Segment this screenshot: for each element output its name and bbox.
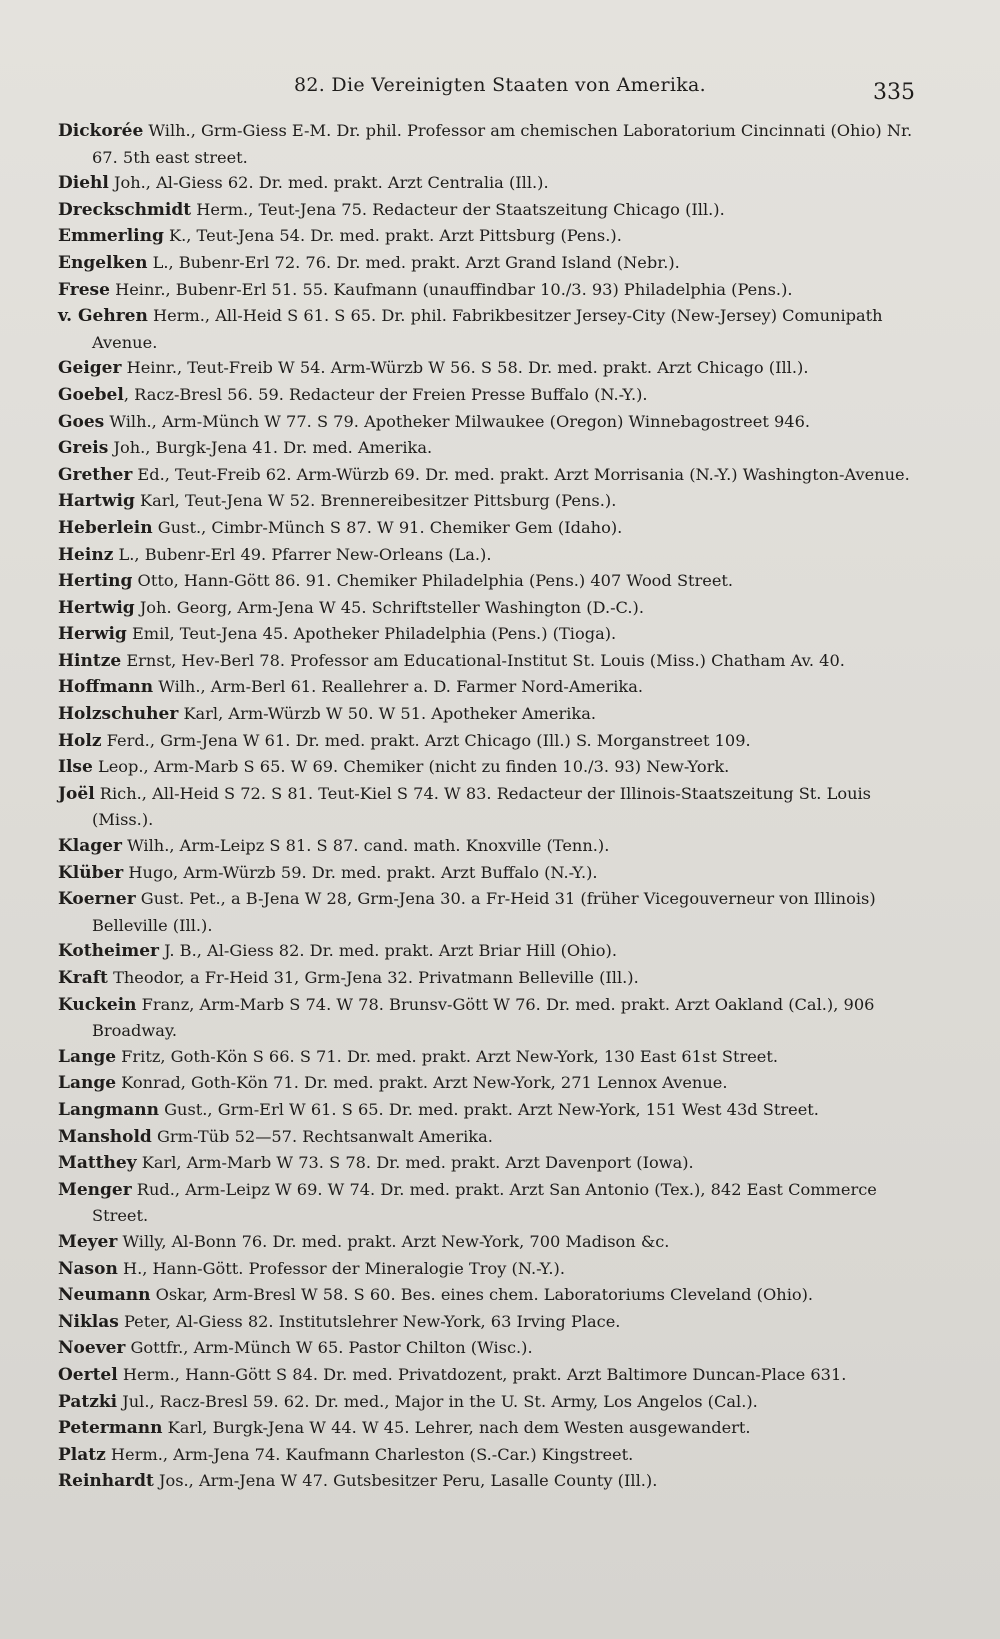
entry-name: Neumann [58,1285,151,1306]
entry-name: Koerner [58,889,136,910]
entry-name: Menger [58,1179,132,1200]
entry-text: Joh., Burgk-Jena 41. Dr. med. Amerika. [108,438,433,458]
entry-text: Otto, Hann-Gött 86. 91. Chemiker Philadelphia (Pens.) 407 Wood Street. [132,571,734,591]
entry-text: Herm., Teut-Jena 75. Redacteur der Staatszeitung Chicago (Ill.). [191,199,725,219]
entry-name: Hartwig [58,491,135,512]
list-item [58,1150,913,1177]
entry-text: Willy, Al-Bonn 76. Dr. med. prakt. Arzt New-York, 700 Madison &c. [117,1231,670,1251]
list-item [58,1256,913,1283]
entry-text: Leop., Arm-Marb S 65. W 69. Chemiker (nicht zu finden 10./3. 93) New-York. [92,757,730,777]
list-item [58,1415,913,1442]
entry-name: Holzschuher [58,704,179,725]
entry-name: Greis [58,438,109,459]
entry-name: Matthey [58,1153,137,1174]
entry-text: Jos., Arm-Jena W 47. Gutsbesitzer Peru, Lasalle County (Ill.). [153,1471,658,1491]
list-item [58,250,913,277]
entry-text: Theodor, a Fr-Heid 31, Grm-Jena 32. Privatmann Belleville (Ill.). [107,968,639,987]
entry-name: Herwig [58,624,127,645]
list-item [58,277,913,304]
list-item [58,1044,913,1071]
entry-text: Heinr., Bubenr-Erl 51. 55. Kaufmann (unauffindbar 10./3. 93) Philadelphia (Pens.). [109,279,793,299]
list-item [58,992,913,1044]
list-item [58,1309,913,1336]
entry-name: Klager [58,836,122,857]
entry-text: Karl, Teut-Jena W 52. Brennereibesitzer Pittsburg (Pens.). [134,491,617,511]
list-item [58,118,913,170]
entry-text: Rich., All-Heid S 72. S 81. Teut-Kiel S 74. W 83. Redacteur der Illinois-Staatszeitung St. Louis (Miss.). [92,783,871,830]
entry-text: Joh., Al-Giess 62. Dr. med. prakt. Arzt Centralia (Ill.). [108,173,549,193]
entry-name: Hoffmann [58,677,154,698]
entry-name: Goebel [58,384,124,405]
entry-name: v. Gehren [58,306,148,327]
entry-text: Herm., All-Heid S 61. S 65. Dr. phil. Fabrikbesitzer Jersey-City (New-Jersey) Comunipath Avenue. [92,306,883,352]
list-item [58,833,913,860]
entry-name: Ilse [58,757,93,778]
entry-text: Gust., Grm-Erl W 61. S 65. Dr. med. prakt. Arzt New-York, 151 West 43d Street. [158,1099,819,1119]
entry-name: Heberlein [58,517,153,538]
entry-name: Goes [58,411,105,432]
list-item [58,595,913,622]
entry-name: Frese [58,279,110,300]
list-item [58,303,913,355]
entry-name: Klüber [58,862,124,883]
list-item [58,435,913,462]
entry-name: Herting [58,571,133,592]
list-item [58,197,913,224]
entry-text: Karl, Burgk-Jena W 44. W 45. Lehrer, nach dem Westen ausgewandert. [162,1418,751,1438]
entry-name: Petermann [58,1418,163,1439]
list-item [58,886,913,938]
list-item [58,1177,913,1229]
entry-name: Joël [58,783,95,804]
entry-text: Wilh., Arm-Leipz S 81. S 87. cand. math. Knoxville (Tenn.). [121,836,610,856]
entry-name: Diehl [58,173,109,194]
entry-name: Hertwig [58,597,135,618]
entry-text: Hugo, Arm-Würzb 59. Dr. med. prakt. Arzt Buffalo (N.-Y.). [123,862,598,882]
list-item [58,568,913,595]
entry-name: Niklas [58,1311,119,1332]
entry-name: Emmerling [58,226,164,247]
entry-name: Platz [58,1444,106,1465]
list-item [58,355,913,382]
list-item [58,1124,913,1151]
entry-name: Patzki [58,1391,118,1412]
list-item [58,1097,913,1124]
entry-name: Kuckein [58,994,137,1015]
entry-text: Grm-Tüb 52—57. Rechtsanwalt Amerika. [151,1126,493,1146]
entry-text: Herm., Arm-Jena 74. Kaufmann Charleston (S.-Car.) Kingstreet. [105,1444,634,1464]
running-title: 82. Die Vereinigten Staaten von Amerika. [293,74,707,96]
entry-text: H., Hann-Gött. Professor der Mineralogie Troy (N.-Y.). [117,1258,565,1278]
entry-name: Langmann [58,1099,159,1120]
entry-text: Rud., Arm-Leipz W 69. W 74. Dr. med. prakt. Arzt San Antonio (Tex.), 842 East Commerce Street. [92,1179,877,1226]
entry-name: Lange [58,1046,117,1067]
list-item [58,1468,913,1495]
entry-name: Meyer [58,1231,118,1252]
list-item [58,701,913,728]
list-item [58,1389,913,1416]
list-item [58,488,913,515]
entry-text: Wilh., Arm-Berl 61. Reallehrer a. D. Farmer Nord-Amerika. [153,677,644,697]
list-item [58,409,913,436]
entry-text: , Racz-Bresl 56. 59. Redacteur der Freien Presse Buffalo (N.-Y.). [123,384,648,404]
entry-text: Franz, Arm-Marb S 74. W 78. Brunsv-Gött W 76. Dr. med. prakt. Arzt Oakland (Cal.), 906 Broadway. [92,994,875,1041]
entry-name: Kotheimer [58,941,159,962]
list-item [58,754,913,781]
entry-text: Wilh., Grm-Giess E-M. Dr. phil. Professor am chemischen Laboratorium Cincinnati (Ohio) Nr. 67. 5th east street. [92,121,913,167]
list-item [58,1362,913,1389]
entry-name: Reinhardt [58,1471,154,1492]
entry-text: Ferd., Grm-Jena W 61. Dr. med. prakt. Arzt Chicago (Ill.) S. Morganstreet 109. [101,730,751,750]
list-item [58,382,913,409]
entry-name: Kraft [58,968,108,988]
entry-text: Gottfr., Arm-Münch W 65. Pastor Chilton (Wisc.). [125,1338,533,1358]
list-item [58,728,913,755]
entry-text: Gust. Pet., a B-Jena W 28, Grm-Jena 30. a Fr-Heid 31 (früher Vicegouverneur von Illinois) Belleville (Ill.). [92,889,876,935]
entry-name: Dickorée [58,121,144,141]
entry-name: Heinz [58,544,114,565]
entry-text: Karl, Arm-Marb W 73. S 78. Dr. med. prakt. Arzt Davenport (Iowa). [136,1153,694,1173]
page-number: 335 [873,80,915,105]
entry-text: J. B., Al-Giess 82. Dr. med. prakt. Arzt Briar Hill (Ohio). [159,941,617,961]
entry-text: Oskar, Arm-Bresl W 58. S 60. Bes. eines chem. Laboratoriums Cleveland (Ohio). [150,1285,814,1305]
list-item [58,648,913,675]
entry-name: Dreckschmidt [58,199,192,220]
entry-text: Emil, Teut-Jena 45. Apotheker Philadelphia (Pens.) (Tioga). [126,624,617,644]
entry-name: Holz [58,730,102,751]
list-item [58,170,913,197]
entry-text: Jul., Racz-Bresl 59. 62. Dr. med., Major in the U. St. Army, Los Angelos (Cal.). [117,1391,758,1411]
list-item [58,621,913,648]
entry-name: Noever [58,1338,126,1359]
entry-text: Ernst, Hev-Berl 78. Professor am Educational-Institut St. Louis (Miss.) Chatham Av. 40. [121,650,845,670]
list-item [58,1442,913,1469]
list-item [58,1335,913,1362]
entry-name: Oertel [58,1364,118,1385]
list-item [58,938,913,965]
list-item [58,1282,913,1309]
list-item [58,542,913,569]
list-item [58,860,913,887]
entry-text: Konrad, Goth-Kön 71. Dr. med. prakt. Arzt New-York, 271 Lennox Avenue. [116,1073,728,1093]
entry-name: Manshold [58,1126,152,1147]
list-item [58,462,913,489]
entry-text: K., Teut-Jena 54. Dr. med. prakt. Arzt Pittsburg (Pens.). [163,226,622,246]
entry-text: Herm., Hann-Gött S 84. Dr. med. Privatdozent, prakt. Arzt Baltimore Duncan-Place 631. [117,1364,847,1384]
entry-text: Fritz, Goth-Kön S 66. S 71. Dr. med. prakt. Arzt New-York, 130 East 61st Street. [116,1046,779,1066]
entry-text: L., Bubenr-Erl 49. Pfarrer New-Orleans (La.). [113,544,492,564]
list-item [58,223,913,250]
list-item [58,965,913,992]
entry-text: Ed., Teut-Freib 62. Arm-Würzb 69. Dr. med. prakt. Arzt Morrisania (N.-Y.) Washington-Avenue. [132,464,910,484]
list-item [58,1229,913,1256]
list-item [58,1070,913,1097]
entry-name: Lange [58,1073,117,1094]
entry-name: Nason [58,1258,118,1279]
entry-text: Karl, Arm-Würzb W 50. W 51. Apotheker Amerika. [178,704,597,724]
entry-name: Hintze [58,650,122,671]
entry-text: Peter, Al-Giess 82. Institutslehrer New-York, 63 Irving Place. [118,1311,621,1331]
entry-name: Engelken [58,252,148,273]
entry-text: Heinr., Teut-Freib W 54. Arm-Würzb W 56. S 58. Dr. med. prakt. Arzt Chicago (Ill.). [121,358,809,378]
entry-name: Geiger [58,358,122,379]
entry-name: Grether [58,464,133,485]
entry-text: L., Bubenr-Erl 72. 76. Dr. med. prakt. Arzt Grand Island (Nebr.). [147,252,680,272]
list-item [58,515,913,542]
entry-text: Joh. Georg, Arm-Jena W 45. Schriftsteller Washington (D.-C.). [134,597,644,617]
entry-list [58,118,913,1495]
entry-text: Wilh., Arm-Münch W 77. S 79. Apotheker Milwaukee (Oregon) Winnebagostreet 946. [104,411,811,431]
entry-text: Gust., Cimbr-Münch S 87. W 91. Chemiker Gem (Idaho). [152,517,623,537]
list-item [58,674,913,701]
list-item [58,781,913,833]
